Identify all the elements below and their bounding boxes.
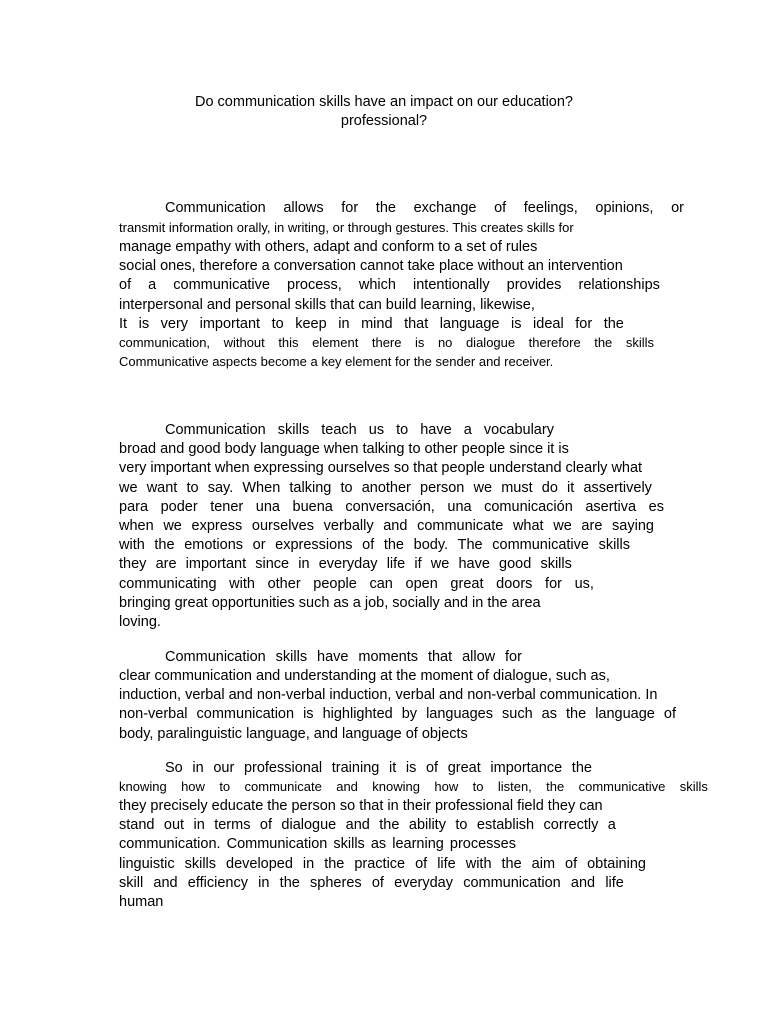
- paragraph-2-line: loving.: [119, 614, 161, 630]
- paragraph-3-line: clear communication and understanding at the moment of dialogue, such as,: [119, 668, 610, 684]
- paragraph-1-line: of a communicative process, which intentionally provides relationships: [119, 277, 660, 293]
- paragraph-1-line: Communication allows for the exchange of feelings, opinions, or: [165, 200, 684, 216]
- paragraph-4-line: human: [119, 894, 164, 910]
- paragraph-2-line: communicating with other people can open great doors for us,: [119, 576, 594, 592]
- paragraph-1-line: It is very important to keep in mind that language is ideal for the: [119, 316, 624, 332]
- paragraph-1-line: social ones, therefore a conversation cannot take place without an intervention: [119, 258, 623, 274]
- paragraph-1-line: transmit information orally, in writing, or through gestures. This creates skills for: [119, 220, 574, 235]
- paragraph-1-line: communication, without this element there is no dialogue therefore the skills: [119, 335, 654, 350]
- paragraph-2-line: they are important since in everyday life if we have good skills: [119, 556, 572, 572]
- paragraph-3-line: non-verbal communication is highlighted by languages such as the language of: [119, 706, 676, 722]
- paragraph-4-line: knowing how to communicate and knowing how to listen, the communicative skills: [119, 779, 708, 794]
- paragraph-4-line: skill and efficiency in the spheres of everyday communication and life: [119, 875, 624, 891]
- paragraph-1-line: Communicative aspects become a key element for the sender and receiver.: [119, 354, 554, 369]
- paragraph-2-line: we want to say. When talking to another person we must do it assertively: [119, 480, 652, 496]
- document-title-line-2: professional?: [340, 113, 428, 129]
- paragraph-4-line: communication. Communication skills as learning processes: [119, 836, 516, 852]
- paragraph-4-line: So in our professional training it is of great importance the: [165, 760, 592, 776]
- paragraph-2-line: very important when expressing ourselves so that people understand clearly what: [119, 460, 643, 476]
- paragraph-2-line: when we express ourselves verbally and communicate what we are saying: [119, 518, 654, 534]
- paragraph-4-line: they precisely educate the person so that in their professional field they can: [119, 798, 603, 814]
- document-title-line-1: Do communication skills have an impact on our education?: [194, 94, 573, 110]
- paragraph-1-line: interpersonal and personal skills that can build learning, likewise,: [119, 297, 535, 313]
- paragraph-2-line: with the emotions or expressions of the body. The communicative skills: [119, 537, 630, 553]
- paragraph-2-line: Communication skills teach us to have a vocabulary: [165, 422, 554, 438]
- paragraph-3-line: Communication skills have moments that allow for: [165, 649, 522, 665]
- paragraph-2-line: broad and good body language when talking to other people since it is: [119, 441, 569, 457]
- paragraph-2-line: para poder tener una buena conversación, una comunicación asertiva es: [119, 499, 664, 515]
- paragraph-1-line: manage empathy with others, adapt and conform to a set of rules: [119, 239, 538, 255]
- paragraph-3-line: body, paralinguistic language, and language of objects: [119, 726, 468, 742]
- paragraph-4-line: linguistic skills developed in the practice of life with the aim of obtaining: [119, 856, 646, 872]
- paragraph-2-line: bringing great opportunities such as a job, socially and in the area: [119, 595, 541, 611]
- paragraph-3-line: induction, verbal and non-verbal induction, verbal and non-verbal communication. In: [119, 687, 658, 703]
- paragraph-4-line: stand out in terms of dialogue and the ability to establish correctly a: [119, 817, 616, 833]
